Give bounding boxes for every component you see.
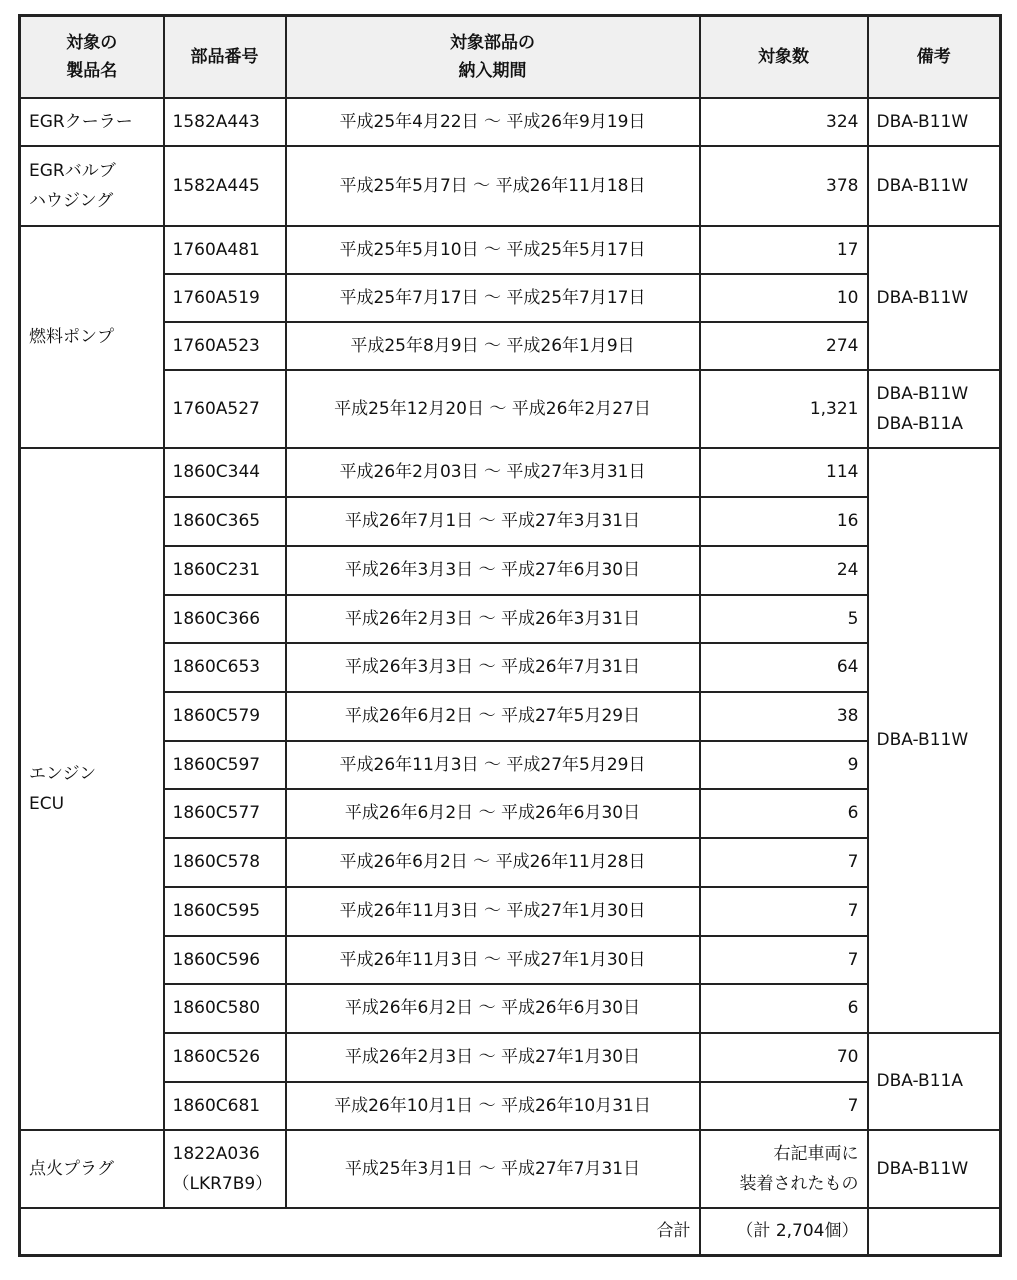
part-number-cell: 1860C597 — [164, 741, 286, 789]
table-row — [20, 887, 1001, 936]
part-number-cell: 1760A519 — [164, 274, 286, 322]
part-number-cell: 1860C526 — [164, 1033, 286, 1082]
total-value: （計 2,704個） — [700, 1208, 868, 1256]
count-cell: 64 — [700, 643, 868, 692]
delivery-period-cell: 平成26年6月2日 ～ 平成26年6月30日 — [286, 984, 700, 1033]
delivery-period-cell: 平成26年2月03日 ～ 平成27年3月31日 — [286, 448, 700, 497]
table-row — [20, 984, 1001, 1033]
remarks-cell: DBA-B11W — [868, 1130, 1001, 1208]
delivery-period-cell: 平成25年3月1日 ～ 平成27年7月31日 — [286, 1130, 700, 1208]
remarks-cell: DBA-B11W — [868, 448, 1001, 1033]
delivery-period-cell: 平成25年7月17日 ～ 平成25年7月17日 — [286, 274, 700, 322]
delivery-period-cell: 平成25年5月7日 ～ 平成26年11月18日 — [286, 146, 700, 226]
delivery-period-cell: 平成25年12月20日 ～ 平成26年2月27日 — [286, 370, 700, 448]
table-row — [20, 546, 1001, 595]
count-cell: 378 — [700, 146, 868, 226]
count-cell: 324 — [700, 98, 868, 146]
total-row — [20, 1208, 1001, 1256]
table-row — [20, 595, 1001, 643]
delivery-period-cell: 平成26年3月3日 ～ 平成27年6月30日 — [286, 546, 700, 595]
table-row — [20, 497, 1001, 546]
count-cell: 274 — [700, 322, 868, 370]
recall-parts-table — [18, 14, 1002, 1257]
remarks-cell: DBA-B11A — [868, 1033, 1001, 1130]
part-number-cell: 1760A481 — [164, 226, 286, 274]
part-number-cell: 1860C653 — [164, 643, 286, 692]
table-row — [20, 322, 1001, 370]
table-row — [20, 789, 1001, 838]
part-number-cell: 1860C595 — [164, 887, 286, 936]
total-label: 合計 — [20, 1208, 700, 1256]
product-name-cell: エンジン ECU — [20, 448, 164, 1130]
table-row — [20, 146, 1001, 226]
table-row — [20, 741, 1001, 789]
count-cell: 7 — [700, 1082, 868, 1130]
delivery-period-cell: 平成26年10月1日 ～ 平成26年10月31日 — [286, 1082, 700, 1130]
delivery-period-cell: 平成26年2月3日 ～ 平成26年3月31日 — [286, 595, 700, 643]
part-number-cell: 1582A443 — [164, 98, 286, 146]
count-cell: 6 — [700, 789, 868, 838]
count-cell: 38 — [700, 692, 868, 741]
product-name-cell: EGRクーラー — [20, 98, 164, 146]
count-cell: 24 — [700, 546, 868, 595]
part-number-cell: 1860C231 — [164, 546, 286, 595]
count-cell: 6 — [700, 984, 868, 1033]
delivery-period-cell: 平成26年6月2日 ～ 平成26年6月30日 — [286, 789, 700, 838]
product-name-cell: 燃料ポンプ — [20, 226, 164, 448]
delivery-period-cell: 平成26年11月3日 ～ 平成27年1月30日 — [286, 936, 700, 984]
delivery-period-cell: 平成26年6月2日 ～ 平成27年5月29日 — [286, 692, 700, 741]
header-product-name: 対象の 製品名 — [20, 16, 164, 98]
header-part-number: 部品番号 — [164, 16, 286, 98]
count-cell: 9 — [700, 741, 868, 789]
part-number-cell: 1860C580 — [164, 984, 286, 1033]
part-number-cell: 1860C579 — [164, 692, 286, 741]
count-cell: 10 — [700, 274, 868, 322]
header-row — [20, 16, 1001, 98]
delivery-period-cell: 平成26年11月3日 ～ 平成27年5月29日 — [286, 741, 700, 789]
part-number-cell: 1860C365 — [164, 497, 286, 546]
table-row — [20, 274, 1001, 322]
count-cell: 17 — [700, 226, 868, 274]
count-cell: 7 — [700, 887, 868, 936]
count-cell: 114 — [700, 448, 868, 497]
count-cell: 右記車両に 装着されたもの — [700, 1130, 868, 1208]
count-cell: 7 — [700, 838, 868, 887]
remarks-cell: DBA-B11W — [868, 146, 1001, 226]
delivery-period-cell: 平成25年4月22日 ～ 平成26年9月19日 — [286, 98, 700, 146]
delivery-period-cell: 平成25年5月10日 ～ 平成25年5月17日 — [286, 226, 700, 274]
count-cell: 7 — [700, 936, 868, 984]
table-row — [20, 643, 1001, 692]
table-row — [20, 838, 1001, 887]
part-number-cell: 1860C577 — [164, 789, 286, 838]
delivery-period-cell: 平成26年6月2日 ～ 平成26年11月28日 — [286, 838, 700, 887]
delivery-period-cell: 平成25年8月9日 ～ 平成26年1月9日 — [286, 322, 700, 370]
header-delivery-period: 対象部品の 納入期間 — [286, 16, 700, 98]
part-number-cell: 1860C578 — [164, 838, 286, 887]
header-count: 対象数 — [700, 16, 868, 98]
remarks-cell: DBA-B11W — [868, 98, 1001, 146]
part-number-cell: 1760A523 — [164, 322, 286, 370]
total-remarks-empty — [868, 1208, 1001, 1256]
table-row — [20, 370, 1001, 448]
part-number-cell: 1582A445 — [164, 146, 286, 226]
count-cell: 16 — [700, 497, 868, 546]
table-row — [20, 936, 1001, 984]
part-number-cell: 1860C366 — [164, 595, 286, 643]
count-cell: 5 — [700, 595, 868, 643]
part-number-cell: 1860C681 — [164, 1082, 286, 1130]
part-number-cell: 1760A527 — [164, 370, 286, 448]
delivery-period-cell: 平成26年2月3日 ～ 平成27年1月30日 — [286, 1033, 700, 1082]
table-row — [20, 1130, 1001, 1208]
header-remarks: 備考 — [868, 16, 1001, 98]
delivery-period-cell: 平成26年11月3日 ～ 平成27年1月30日 — [286, 887, 700, 936]
product-name-cell: EGRバルブ ハウジング — [20, 146, 164, 226]
table-row — [20, 226, 1001, 274]
count-cell: 1,321 — [700, 370, 868, 448]
count-cell: 70 — [700, 1033, 868, 1082]
part-number-cell: 1860C596 — [164, 936, 286, 984]
product-name-cell: 点火プラグ — [20, 1130, 164, 1208]
table-row — [20, 98, 1001, 146]
delivery-period-cell: 平成26年7月1日 ～ 平成27年3月31日 — [286, 497, 700, 546]
table-row — [20, 448, 1001, 497]
table-row — [20, 1033, 1001, 1082]
table-row — [20, 1082, 1001, 1130]
remarks-cell: DBA-B11W — [868, 226, 1001, 370]
part-number-cell: 1822A036 （LKR7B9） — [164, 1130, 286, 1208]
delivery-period-cell: 平成26年3月3日 ～ 平成26年7月31日 — [286, 643, 700, 692]
table-row — [20, 692, 1001, 741]
remarks-cell: DBA-B11W DBA-B11A — [868, 370, 1001, 448]
part-number-cell: 1860C344 — [164, 448, 286, 497]
